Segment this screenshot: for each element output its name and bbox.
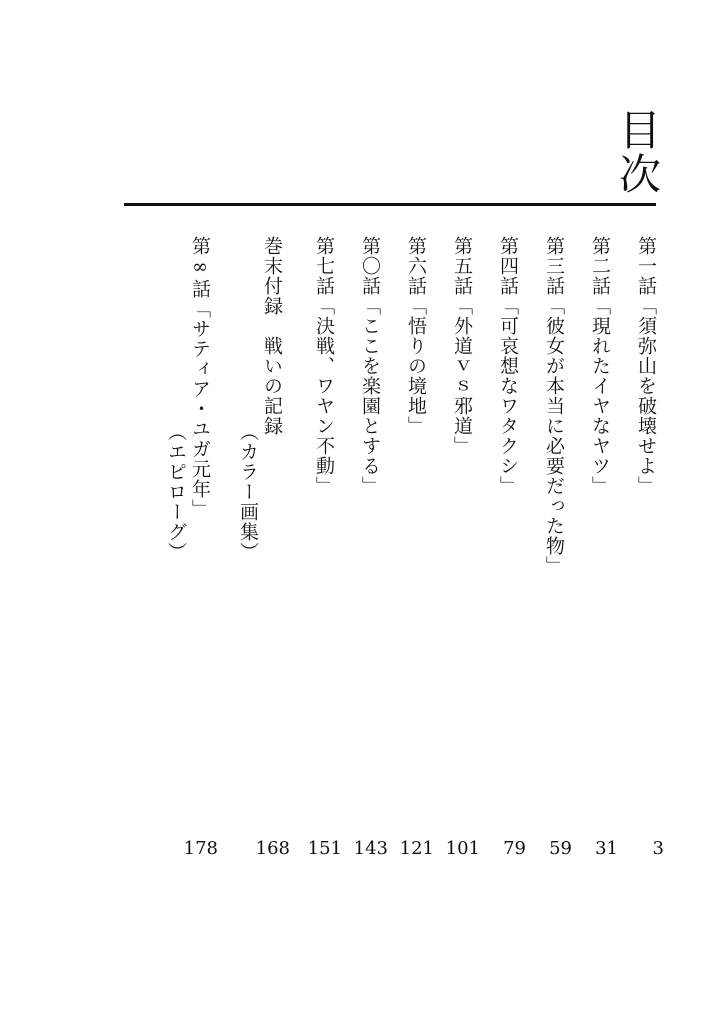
toc-entry-10[interactable] <box>162 236 218 859</box>
entry-label: 第∞話「サティア・ユガ元年」 <box>189 236 211 519</box>
toc-entry-9[interactable] <box>234 236 290 859</box>
entry-page-number: 168 <box>255 838 290 859</box>
entry-label: 第五話「外道ｖｓ邪道」 <box>451 236 473 456</box>
entry-label: 第六話「悟りの境地」 <box>405 236 427 436</box>
entry-page-number: 143 <box>353 838 388 859</box>
toc-entry-6[interactable] <box>388 236 434 859</box>
entry-page-number: 121 <box>399 838 434 859</box>
toc-entry-5[interactable] <box>434 236 480 859</box>
entry-label: 巻末付録 戦いの記録 <box>261 236 283 436</box>
toc-entry-4[interactable] <box>480 236 526 859</box>
entry-label: 第一話「須弥山を破壊せよ」 <box>635 236 657 496</box>
entry-page-number: 79 <box>503 838 526 859</box>
entry-page-number: 151 <box>307 838 342 859</box>
entry-page-number: 3 <box>652 838 664 859</box>
entry-label: 第〇話「ここを楽園とする」 <box>359 236 381 496</box>
entry-label: 第四話「可哀想なワタクシ」 <box>497 236 519 496</box>
entry-label: 第七話「決戦、ワヤン不動」 <box>313 236 335 496</box>
entry-subtitle: （カラー画集） <box>237 422 259 562</box>
toc-entry-3[interactable] <box>526 236 572 859</box>
entry-subtitle: （エピローグ） <box>165 422 187 562</box>
toc-entry-7[interactable] <box>342 236 388 859</box>
title-divider <box>124 203 656 206</box>
entry-label: 第三話「彼女が本当に必要だった物」 <box>543 236 565 576</box>
entry-label: 第二話「現れたイヤなヤツ」 <box>589 236 611 496</box>
toc-entry-2[interactable] <box>572 236 618 859</box>
toc-entry-1[interactable] <box>618 236 664 859</box>
toc-entry-8[interactable] <box>296 236 342 859</box>
entry-page-number: 101 <box>445 838 480 859</box>
entry-page-number: 59 <box>549 838 572 859</box>
page-title: 目次 <box>613 108 662 196</box>
entry-page-number: 178 <box>183 838 218 859</box>
entry-page-number: 31 <box>595 838 618 859</box>
